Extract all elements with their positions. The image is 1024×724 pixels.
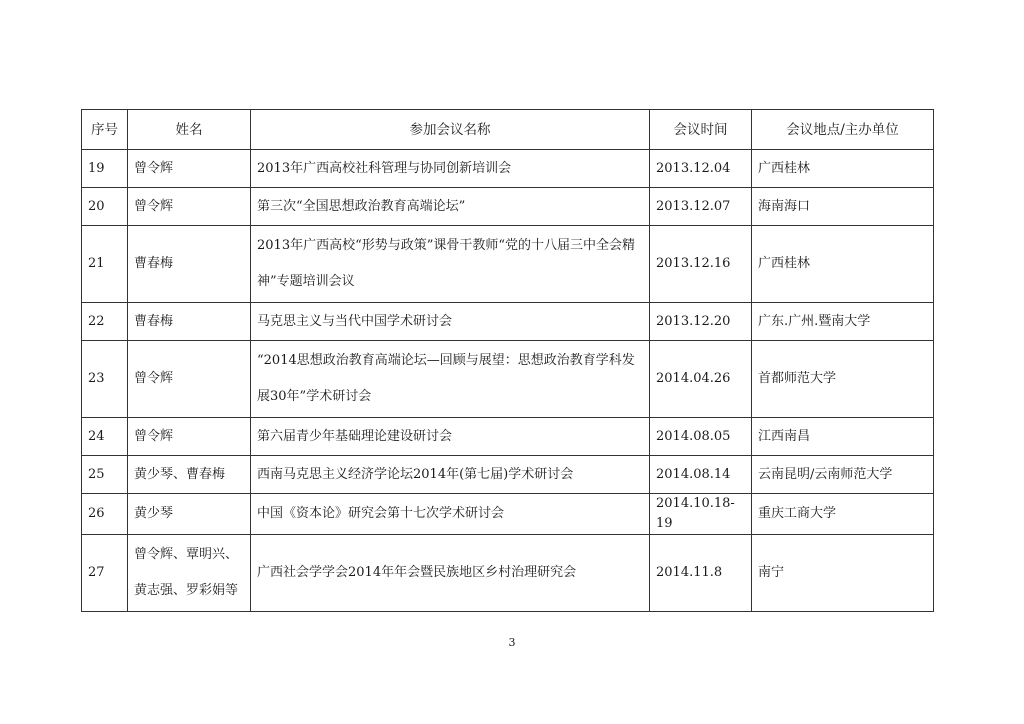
cell-date: 2014.08.05 — [650, 418, 752, 456]
cell-meeting: 2013年广西高校社科管理与协同创新培训会 — [251, 150, 650, 188]
cell-place: 重庆工商大学 — [752, 494, 934, 535]
table-row — [82, 226, 934, 303]
page-number: 3 — [508, 636, 516, 649]
cell-name: 曾令辉 — [128, 188, 251, 226]
cell-place: 南宁 — [752, 535, 934, 612]
cell-date: 2013.12.16 — [650, 226, 752, 303]
cell-name: 曾令辉 — [128, 150, 251, 188]
cell-place: 云南昆明/云南师范大学 — [752, 456, 934, 494]
table-row — [82, 535, 934, 612]
cell-meeting: 广西社会学学会2014年年会暨民族地区乡村治理研究会 — [251, 535, 650, 612]
table-row — [82, 303, 934, 341]
conference-table — [81, 109, 934, 612]
cell-name: 曹春梅 — [128, 226, 251, 303]
cell-meeting: 第三次“全国思想政治教育高端论坛” — [251, 188, 650, 226]
cell-name: 黄少琴、曹春梅 — [128, 456, 251, 494]
cell-place: 广西桂林 — [752, 226, 934, 303]
cell-no: 24 — [82, 418, 128, 456]
cell-meeting: 2013年广西高校“形势与政策”课骨干教师“党的十八届三中全会精神”专题培训会议 — [251, 226, 650, 303]
table-header-row — [82, 110, 934, 150]
header-no: 序号 — [82, 110, 128, 150]
cell-name: 曹春梅 — [128, 303, 251, 341]
table-row — [82, 188, 934, 226]
cell-meeting: 西南马克思主义经济学论坛2014年(第七届)学术研讨会 — [251, 456, 650, 494]
cell-name: 黄少琴 — [128, 494, 251, 535]
cell-date: 2014.11.8 — [650, 535, 752, 612]
cell-date: 2014.08.14 — [650, 456, 752, 494]
cell-no: 19 — [82, 150, 128, 188]
cell-date: 2014.10.18-19 — [650, 494, 752, 535]
table-row — [82, 418, 934, 456]
header-meeting: 参加会议名称 — [251, 110, 650, 150]
cell-name: 曾令辉 — [128, 341, 251, 418]
cell-date: 2014.04.26 — [650, 341, 752, 418]
cell-no: 23 — [82, 341, 128, 418]
cell-meeting: 中国《资本论》研究会第十七次学术研讨会 — [251, 494, 650, 535]
cell-place: 广西桂林 — [752, 150, 934, 188]
cell-no: 21 — [82, 226, 128, 303]
cell-meeting: “2014思想政治教育高端论坛—回顾与展望：思想政治教育学科发展30年”学术研讨会 — [251, 341, 650, 418]
cell-place: 首都师范大学 — [752, 341, 934, 418]
header-date: 会议时间 — [650, 110, 752, 150]
cell-place: 海南海口 — [752, 188, 934, 226]
cell-meeting: 马克思主义与当代中国学术研讨会 — [251, 303, 650, 341]
table-row — [82, 341, 934, 418]
table-row — [82, 494, 934, 535]
cell-no: 20 — [82, 188, 128, 226]
cell-no: 22 — [82, 303, 128, 341]
cell-date: 2013.12.20 — [650, 303, 752, 341]
cell-no: 26 — [82, 494, 128, 535]
header-place: 会议地点/主办单位 — [752, 110, 934, 150]
cell-place: 广东.广州.暨南大学 — [752, 303, 934, 341]
table-row — [82, 456, 934, 494]
cell-meeting: 第六届青少年基础理论建设研讨会 — [251, 418, 650, 456]
cell-name: 曾令辉 — [128, 418, 251, 456]
cell-name: 曾令辉、覃明兴、黄志强、罗彩娟等 — [128, 535, 251, 612]
cell-place: 江西南昌 — [752, 418, 934, 456]
table-row — [82, 150, 934, 188]
header-name: 姓名 — [128, 110, 251, 150]
cell-no: 27 — [82, 535, 128, 612]
cell-date: 2013.12.04 — [650, 150, 752, 188]
cell-no: 25 — [82, 456, 128, 494]
cell-date: 2013.12.07 — [650, 188, 752, 226]
